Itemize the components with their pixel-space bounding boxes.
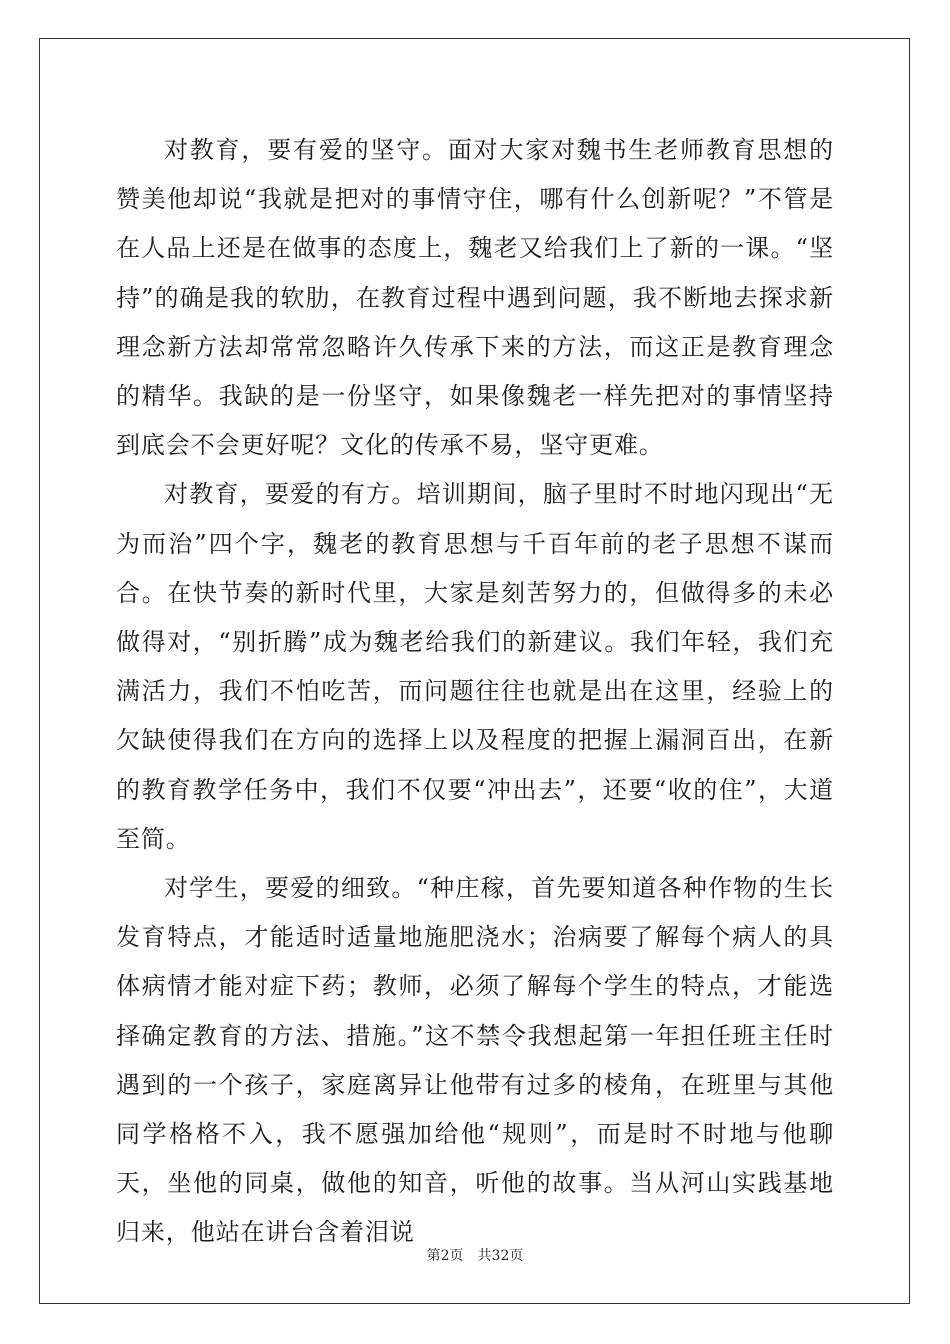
paragraph-3: 对学生，要爱的细致。“种庄稼，首先要知道各种作物的生长发育特点，才能适时适量地施肥浇水；治病要了解每个病人的具体病情才能对症下药；教师，必须了解每个学生的特点，才能选择确定教育的方法、措施。”这不禁令我想起第一年担任班主任时遇到的一个孩子，家庭离异让他带有过多的棱角，在班里与其他同学格格不入，我不愿强加给他“规则”，而是时不时地与他聊天，坐他的同桌，做他的知音，听他的故事。当从河山实践基地归来，他站在讲台含着泪说: [116, 874, 834, 1247]
current-page-label: 第2页: [426, 1248, 464, 1264]
total-pages-label: 共32页: [477, 1248, 524, 1264]
paragraph-2: 对教育，要爱的有方。培训期间，脑子里时不时地闪现出“无为而治”四个字，魏老的教育思想与千百年前的老子思想不谋而合。在快节奏的新时代里，大家是刻苦努力的，但做得多的未必做得对，“别折腾”成为魏老给我们的新建议。我们年轻，我们充满活力，我们不怕吃苦，而问题往往也就是出在这里，经验上的欠缺使得我们在方向的选择上以及程度的把握上漏洞百出，在新的教育教学任务中，我们不仅要“冲出去”，还要“收的住”，大道至简。: [116, 480, 834, 853]
page-footer: [0, 1246, 950, 1266]
paragraph-1: 对教育，要有爱的坚守。面对大家对魏书生老师教育思想的赞美他却说“我就是把对的事情守住，哪有什么创新呢？”不管是在人品上还是在做事的态度上，魏老又给我们上了新的一课。“坚持”的确是我的软肋，在教育过程中遇到问题，我不断地去探求新理念新方法却常常忽略许久传承下来的方法，而这正是教育理念的精华。我缺的是一份坚守，如果像魏老一样先把对的事情坚持到底会不会更好呢？文化的传承不易，坚守更难。: [116, 136, 834, 460]
document-body: [116, 126, 834, 1258]
